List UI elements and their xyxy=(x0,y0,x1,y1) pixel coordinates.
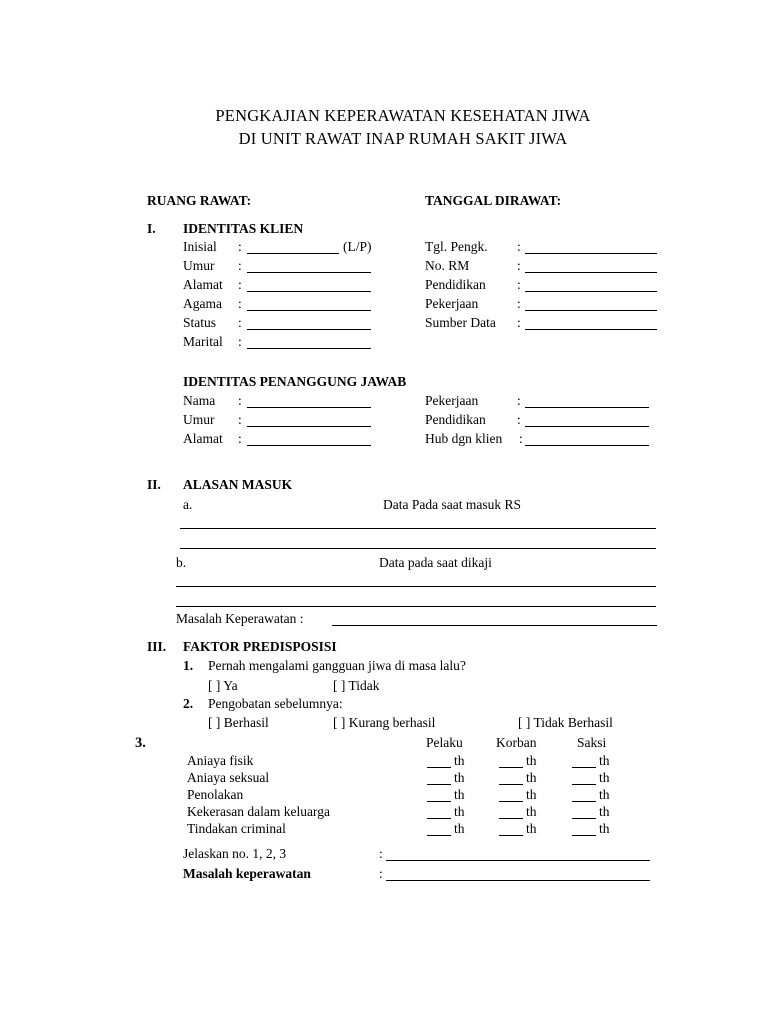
guardian-label-alamat: Alamat xyxy=(183,431,223,446)
unit-th: th xyxy=(526,804,537,819)
field-umur[interactable] xyxy=(247,272,371,273)
jelaskan-field[interactable] xyxy=(386,860,650,861)
guardian-field-umur[interactable] xyxy=(247,426,371,427)
guardian-field-hub[interactable] xyxy=(525,445,649,446)
answer-line[interactable] xyxy=(176,586,656,587)
gender-hint: (L/P) xyxy=(343,239,372,254)
question-1-text: Pernah mengalami gangguan jiwa di masa lalu? xyxy=(208,658,466,673)
guardian-field-nama[interactable] xyxy=(247,407,371,408)
checkbox-berhasil[interactable]: [ ] Berhasil xyxy=(208,715,269,730)
field-sumber-data[interactable] xyxy=(525,329,657,330)
colon: : xyxy=(517,393,521,408)
colon: : xyxy=(517,412,521,427)
field-agama[interactable] xyxy=(247,310,371,311)
item-a-text: Data Pada saat masuk RS xyxy=(383,497,521,512)
blank-saksi[interactable] xyxy=(572,835,596,836)
masalah-keperawatan-field-2[interactable] xyxy=(386,880,650,881)
checkbox-kurang-berhasil[interactable]: [ ] Kurang berhasil xyxy=(333,715,436,730)
column-header-pelaku: Pelaku xyxy=(426,735,463,750)
unit-th: th xyxy=(599,804,610,819)
blank-pelaku[interactable] xyxy=(427,801,451,802)
question-3-number: 3. xyxy=(135,735,146,751)
question-1-number: 1. xyxy=(183,658,194,673)
column-header-korban: Korban xyxy=(496,735,537,750)
colon: : xyxy=(238,277,242,292)
blank-korban[interactable] xyxy=(499,818,523,819)
checkbox-tidak[interactable]: [ ] Tidak xyxy=(333,678,380,693)
checkbox-tidak-berhasil[interactable]: [ ] Tidak Berhasil xyxy=(518,715,613,730)
section-1-number: I. xyxy=(147,221,156,236)
unit-th: th xyxy=(526,821,537,836)
field-label-pekerjaan: Pekerjaan xyxy=(425,296,479,311)
blank-saksi[interactable] xyxy=(572,767,596,768)
field-label-marital: Marital xyxy=(183,334,223,349)
guardian-label-umur: Umur xyxy=(183,412,215,427)
colon: : xyxy=(238,334,242,349)
section-2-number: II. xyxy=(147,477,161,492)
row-label: Tindakan criminal xyxy=(187,821,286,836)
colon: : xyxy=(517,239,521,254)
guardian-field-pendidikan[interactable] xyxy=(525,426,649,427)
checkbox-ya[interactable]: [ ] Ya xyxy=(208,678,238,693)
column-header-saksi: Saksi xyxy=(577,735,607,750)
field-pendidikan[interactable] xyxy=(525,291,657,292)
question-2-number: 2. xyxy=(183,696,194,711)
blank-korban[interactable] xyxy=(499,801,523,802)
colon: : xyxy=(238,258,242,273)
section-2-heading: ALASAN MASUK xyxy=(183,477,293,492)
unit-th: th xyxy=(526,770,537,785)
colon: : xyxy=(517,315,521,330)
field-label-agama: Agama xyxy=(183,296,222,311)
guardian-label-hub: Hub dgn klien xyxy=(425,431,503,446)
field-label-inisial: Inisial xyxy=(183,239,217,254)
guardian-label-pendidikan: Pendidikan xyxy=(425,412,486,427)
masalah-keperawatan-label: Masalah Keperawatan : xyxy=(176,611,304,626)
field-no-rm[interactable] xyxy=(525,272,657,273)
section-1-heading: IDENTITAS KLIEN xyxy=(183,221,304,236)
section-3-heading: FAKTOR PREDISPOSISI xyxy=(183,639,337,654)
answer-line[interactable] xyxy=(176,606,656,607)
unit-th: th xyxy=(526,753,537,768)
item-a-label: a. xyxy=(183,497,193,512)
row-label: Kekerasan dalam keluarga xyxy=(187,804,330,819)
blank-saksi[interactable] xyxy=(572,801,596,802)
question-2-text: Pengobatan sebelumnya: xyxy=(208,696,343,711)
field-label-alamat: Alamat xyxy=(183,277,223,292)
colon: : xyxy=(379,846,383,861)
field-label-sumber-data: Sumber Data xyxy=(425,315,496,330)
field-label-status: Status xyxy=(183,315,217,330)
colon: : xyxy=(238,431,242,446)
guardian-label-nama: Nama xyxy=(183,393,216,408)
jelaskan-label: Jelaskan no. 1, 2, 3 xyxy=(183,846,287,861)
colon: : xyxy=(517,296,521,311)
blank-pelaku[interactable] xyxy=(427,818,451,819)
field-pekerjaan[interactable] xyxy=(525,310,657,311)
unit-th: th xyxy=(599,821,610,836)
title-line-2: DI UNIT RAWAT INAP RUMAH SAKIT JIWA xyxy=(238,129,568,148)
row-label: Aniaya fisik xyxy=(187,753,254,768)
colon: : xyxy=(238,412,242,427)
unit-th: th xyxy=(454,804,465,819)
section-3-number: III. xyxy=(147,639,167,654)
masalah-keperawatan-label-2: Masalah keperawatan xyxy=(183,866,311,881)
blank-pelaku[interactable] xyxy=(427,784,451,785)
guardian-label-pekerjaan: Pekerjaan xyxy=(425,393,479,408)
title-line-1: PENGKAJIAN KEPERAWATAN KESEHATAN JIWA xyxy=(215,106,591,125)
item-b-text: Data pada saat dikaji xyxy=(379,555,492,570)
field-inisial[interactable] xyxy=(247,253,339,254)
blank-saksi[interactable] xyxy=(572,818,596,819)
field-label-umur: Umur xyxy=(183,258,215,273)
ruang-rawat-label: RUANG RAWAT: xyxy=(147,193,252,208)
field-tgl-pengk[interactable] xyxy=(525,253,657,254)
colon: : xyxy=(238,315,242,330)
colon: : xyxy=(238,296,242,311)
field-alamat[interactable] xyxy=(247,291,371,292)
row-label: Aniaya seksual xyxy=(187,770,270,785)
answer-line[interactable] xyxy=(180,528,656,529)
unit-th: th xyxy=(599,753,610,768)
unit-th: th xyxy=(599,770,610,785)
unit-th: th xyxy=(454,770,465,785)
unit-th: th xyxy=(599,787,610,802)
field-label-pendidikan: Pendidikan xyxy=(425,277,486,292)
colon: : xyxy=(517,277,521,292)
tanggal-dirawat-label: TANGGAL DIRAWAT: xyxy=(425,193,562,208)
unit-th: th xyxy=(526,787,537,802)
unit-th: th xyxy=(454,787,465,802)
colon: : xyxy=(519,431,523,446)
unit-th: th xyxy=(454,821,465,836)
unit-th: th xyxy=(454,753,465,768)
guardian-field-alamat[interactable] xyxy=(247,445,371,446)
blank-korban[interactable] xyxy=(499,767,523,768)
guardian-heading: IDENTITAS PENANGGUNG JAWAB xyxy=(183,374,407,389)
masalah-keperawatan-field[interactable] xyxy=(332,625,657,626)
answer-line[interactable] xyxy=(180,548,656,549)
field-marital[interactable] xyxy=(247,348,371,349)
field-label-no-rm: No. RM xyxy=(425,258,470,273)
blank-korban[interactable] xyxy=(499,835,523,836)
field-label-tgl-pengk: Tgl. Pengk. xyxy=(425,239,488,254)
colon: : xyxy=(238,393,242,408)
blank-pelaku[interactable] xyxy=(427,835,451,836)
blank-pelaku[interactable] xyxy=(427,767,451,768)
item-b-label: b. xyxy=(176,555,187,570)
field-status[interactable] xyxy=(247,329,371,330)
row-label: Penolakan xyxy=(187,787,244,802)
colon: : xyxy=(238,239,242,254)
guardian-field-pekerjaan[interactable] xyxy=(525,407,649,408)
colon: : xyxy=(517,258,521,273)
blank-saksi[interactable] xyxy=(572,784,596,785)
blank-korban[interactable] xyxy=(499,784,523,785)
colon: : xyxy=(379,866,383,881)
